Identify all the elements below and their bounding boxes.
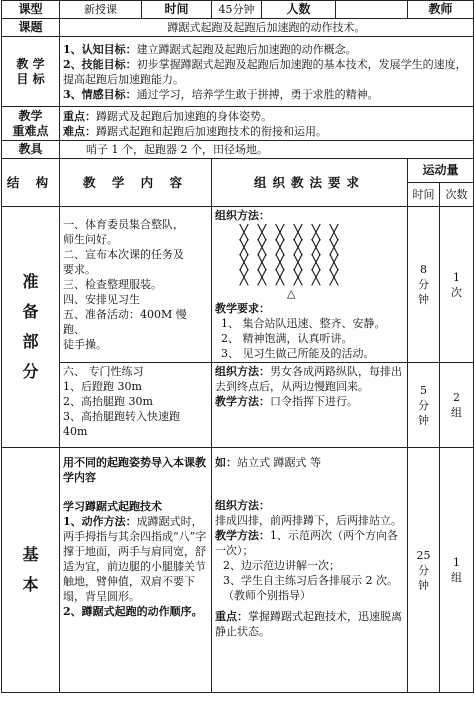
- teacher-position-icon: △: [287, 287, 296, 300]
- column-header-row: [2, 159, 474, 183]
- type-label: 课型: [2, 1, 60, 19]
- key-point: 重点：蹲踞式及起跑后加速跑的身体姿势。: [63, 109, 272, 123]
- keypoints-content: [60, 107, 474, 141]
- basic-time: 25 分 钟: [408, 448, 440, 693]
- equipment-text: 哨子 1 个，起跑器 2 个，田径场地。: [60, 141, 474, 159]
- objectives-content: [60, 37, 474, 107]
- section-basic-title: 基 本: [2, 448, 60, 693]
- type-value: 新授课: [60, 1, 142, 19]
- keypoints-label: 教学 重难点: [2, 107, 60, 141]
- time-label: 时间: [142, 1, 212, 19]
- basic-content: 用不同的起跑姿势导入本课教学内容 学习蹲踞式起跑技术 1、动作方法：成蹲踞式时，两手拇指与其余四指成“八”字撑于地面，两手与肩同宽，舒适为宜，前边腿的小腿膝关节触地，臂伸值，双肩不要下塌，背呈圆形。 2、蹲踞式起跑的动作顺序。: [60, 448, 212, 693]
- col-method: 组织教法要求: [212, 159, 408, 207]
- section-prep-title: 准 备 部 分: [2, 207, 60, 448]
- basic-times: 1 组: [440, 448, 474, 693]
- objective-emotion: 3、情感目标：通过学习，培养学生敢于拼搏，勇于求胜的精神。: [63, 87, 379, 101]
- hard-point: 难点：蹲踞式起跑和起跑后加速跑技术的衔接和运用。: [63, 124, 327, 138]
- prep-row-2: [2, 363, 474, 448]
- prep-content-2: 六、 专门性练习 1、后蹬跑 30m 2、高抬腿跑 30m 3、高抬腿跑转入快速跑 40m: [60, 363, 212, 448]
- col-content: 教 学 内 容: [60, 159, 212, 207]
- col-structure: 结 构: [2, 159, 60, 207]
- time-value: 45分钟: [212, 1, 262, 19]
- prep-row-1: [2, 207, 474, 363]
- basic-method: 如：站立式 蹲踞式 等 组织方法： 排成四排，前两排蹲下，后两排站立。 教学方法：1、示范两次（两个方向各一次）； 2、边示范边讲解一次； 3、学生自主练习后各排展示 2 次。（教师个别指导） 重点：掌握蹲踞式起跑技术，迅速脱离静止状态。: [212, 448, 408, 693]
- col-time: 时间: [408, 183, 440, 207]
- objectives-row: [2, 37, 474, 107]
- objectives-label: 教 学 目 标: [2, 37, 60, 107]
- prep-method-2: 组织方法：男女各成两路纵队，每排出去到终点后，从两边慢跑回来。 教学方法：口令指挥下进行。: [212, 363, 408, 448]
- col-load: 运动量: [408, 159, 474, 183]
- objective-skill: 2、技能目标：初步掌握蹲踞式起跑及起跑后加速跑的基本技术，发展学生的速度，提高起跑后加速跑能力。: [63, 57, 467, 86]
- count-value: [336, 1, 408, 19]
- topic-label: 课题: [2, 19, 60, 37]
- prep-times-1: 1 次: [440, 207, 474, 363]
- basic-row: [2, 448, 474, 693]
- objective-cognitive: 1、认知目标：建立蹲踞式起跑及起跑后加速跑的动作概念。: [63, 42, 357, 56]
- prep-method-1: 组织方法： ╳ ╳ ╳ ╳ ╳ ╳ ╳ ╳ ╳ ╳ ╳ ╳ ╳ ╳ ╳ ╳ ╳ ╳ ╳ ╳ ╳ ╳ ╳ ╳ △ 教学要求： 1、 集合站队迅速、整齐、安静。 2、 精神饱满，认真听讲。 3、 见习生做己所能及的活动。: [212, 207, 408, 363]
- col-times: 次数: [440, 183, 474, 207]
- topic-row: [2, 19, 474, 37]
- lesson-plan-table: [1, 0, 474, 693]
- equipment-row: [2, 141, 474, 159]
- prep-time-2: 5 分 钟: [408, 363, 440, 448]
- equipment-label: 教具: [2, 141, 60, 159]
- formation-diagram: ╳ ╳ ╳ ╳ ╳ ╳ ╳ ╳ ╳ ╳ ╳ ╳ ╳ ╳ ╳ ╳ ╳ ╳ ╳ ╳ ╳ ╳ ╳ ╳ △: [235, 226, 343, 301]
- prep-time-1: 8 分 钟: [408, 207, 440, 363]
- teacher-label: 教师: [408, 1, 474, 19]
- keypoints-row: [2, 107, 474, 141]
- topic-value: 蹲踞式起跑及起跑后加速跑的动作技术。: [60, 19, 474, 37]
- count-label: 人数: [262, 1, 336, 19]
- header-row: [2, 1, 474, 19]
- prep-content-1: 一、体育委员集合整队， 师生问好。 二、宣布本次课的任务及 要求。 三、检查整理服装。 四、安排见习生 五、准备活动：400M 慢跑、 徒手操。: [60, 207, 212, 363]
- prep-times-2: 2 组: [440, 363, 474, 448]
